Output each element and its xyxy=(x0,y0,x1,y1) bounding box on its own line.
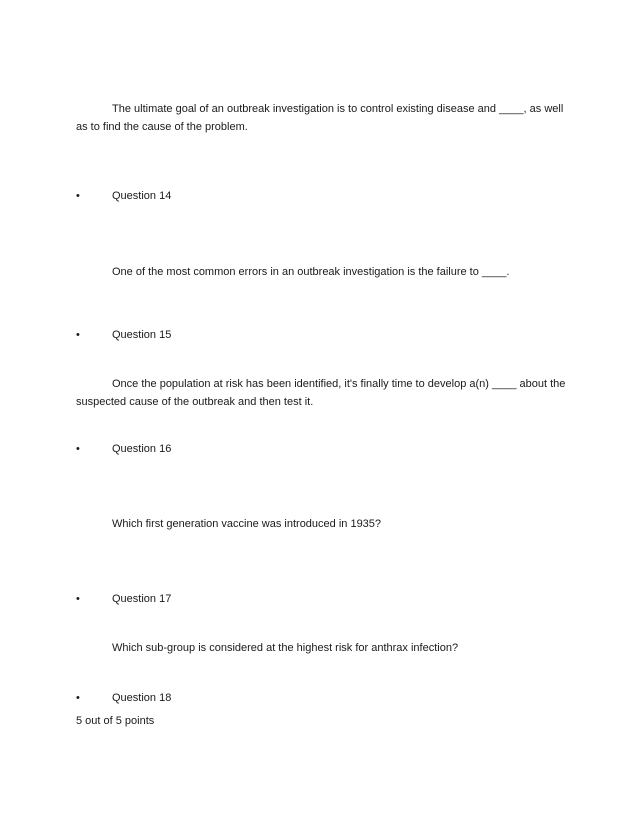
question-18-label: Question 18 xyxy=(112,692,172,704)
bullet-icon: • xyxy=(76,593,80,605)
bullet-icon: • xyxy=(76,692,80,704)
question-17-text: Which sub-group is considered at the highest risk for anthrax infection? xyxy=(112,642,459,654)
question-16-text: Which first generation vaccine was introduced in 1935? xyxy=(112,518,382,530)
bullet-icon: • xyxy=(76,329,80,341)
question-18-header xyxy=(76,690,171,706)
question-13-text: The ultimate goal of an outbreak investigation is to control existing disease and ____, as well as to find the cause of the problem. xyxy=(76,103,564,133)
bullet-icon: • xyxy=(76,443,80,455)
question-17-header xyxy=(76,591,171,607)
question-15-text: Once the population at risk has been identified, it's finally time to develop a(n) ____ about the suspected cause of the outbreak and then test it. xyxy=(76,378,566,408)
question-14-text: One of the most common errors in an outbreak investigation is the failure to ____. xyxy=(112,266,510,278)
question-15-label: Question 15 xyxy=(112,329,172,341)
question-15-header xyxy=(76,327,171,343)
question-17-label: Question 17 xyxy=(112,593,172,605)
bullet-icon: • xyxy=(76,190,80,202)
question-16-label: Question 16 xyxy=(112,443,172,455)
question-14-header xyxy=(76,188,171,204)
question-18-points: 5 out of 5 points xyxy=(76,715,155,727)
question-16-header xyxy=(76,441,171,457)
question-14-label: Question 14 xyxy=(112,190,172,202)
